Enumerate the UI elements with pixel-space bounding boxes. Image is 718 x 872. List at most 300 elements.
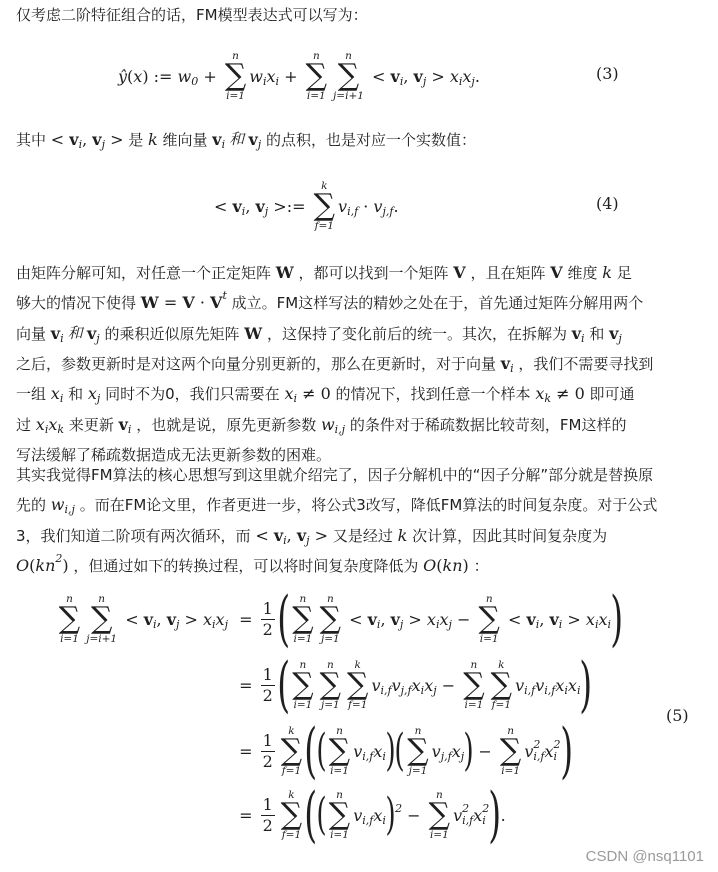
math-operator: ): [462, 555, 469, 575]
math-subscript: i,j: [64, 503, 75, 517]
text-segment: ，都可以找到一个矩阵: [293, 264, 454, 282]
math-variable: x: [473, 805, 483, 825]
math-subscript: i: [275, 74, 280, 88]
sum-upper-limit: k: [354, 658, 361, 671]
text-line: [16, 460, 653, 490]
math-variable: x: [284, 384, 294, 404]
math-subscript: j: [96, 392, 101, 406]
math-operator: (: [436, 555, 443, 575]
math-subscript: j: [175, 617, 180, 631]
text-segment: 的条件对于稀疏数据比较苛刻，FM这样的: [345, 415, 627, 434]
math-subscript: j,f: [440, 749, 452, 763]
sum-upper-limit: k: [498, 658, 505, 671]
math-subscript: i: [262, 74, 267, 88]
sum-upper-limit: n: [345, 49, 352, 62]
big-parenthesis: ): [610, 584, 624, 654]
text-segment: 是: [123, 131, 149, 149]
math-subscript: i: [594, 617, 599, 631]
math-subscript: i: [283, 533, 287, 547]
sigma-symbol: ∑: [428, 797, 451, 832]
sigma-symbol: ∑: [305, 58, 328, 93]
sum-lower-limit: f=1: [348, 699, 368, 711]
math-vector: W: [244, 323, 263, 343]
math-operator: >:=: [268, 196, 311, 216]
sigma-symbol: ∑: [478, 601, 500, 636]
sum-lower-limit: i=1: [330, 765, 349, 777]
math-vector: v: [390, 66, 400, 86]
sum-upper-limit: n: [299, 592, 307, 605]
text-segment: 。而在FM论文里，作者更进一步，将公式3改写，降低FM算法的时间复杂度。对于公式: [74, 496, 658, 515]
math-subscript: i: [607, 617, 612, 631]
math-variable: x: [87, 384, 97, 404]
math-operator: >: [403, 609, 427, 629]
math-operator: >: [105, 130, 124, 149]
math-vector: v: [248, 130, 258, 149]
text-segment: ，这保持了变化前后的统一。其次，在拆解为: [262, 324, 572, 343]
math-operator: >: [426, 66, 450, 86]
text-segment: 维向量: [157, 131, 213, 149]
math-operator: ,: [245, 196, 256, 216]
equation-5-line-4: [234, 780, 506, 850]
math-operator: ,: [403, 66, 414, 86]
sum-lower-limit: i=1: [479, 633, 499, 645]
math-variable: v: [353, 741, 363, 761]
sum-upper-limit: n: [326, 658, 334, 671]
math-operator: >: [562, 609, 586, 629]
math-superscript: 2: [533, 738, 541, 751]
sigma-symbol: ∑: [337, 58, 360, 93]
math-operator: ,: [286, 525, 297, 545]
math-sub-superscript: [462, 803, 473, 827]
fraction-denominator: 2: [262, 685, 273, 705]
math-variable: x: [35, 414, 45, 434]
text-line: [16, 349, 653, 379]
math-variable: x: [202, 609, 213, 629]
fraction-numerator: 1: [262, 598, 273, 618]
math-subscript: j: [224, 617, 228, 631]
equation-number: (4): [596, 194, 619, 213]
sum-lower-limit: i=1: [429, 829, 449, 841]
math-operator: −: [436, 675, 461, 695]
sum-upper-limit: n: [435, 788, 443, 801]
math-variable: O: [16, 555, 30, 575]
text-segment: 和: [63, 385, 88, 404]
summation: [333, 51, 364, 102]
math-operator: ) :=: [142, 66, 178, 86]
intro-text: [16, 0, 368, 30]
text-segment: 和: [584, 324, 610, 343]
sum-upper-limit: n: [66, 592, 73, 605]
math-operator: ,: [539, 609, 550, 629]
sum-lower-limit: f=1: [281, 765, 302, 777]
parenthesis: ): [463, 725, 474, 776]
text-line: [16, 490, 657, 520]
sum-upper-limit: n: [336, 724, 343, 737]
fraction-numerator: 1: [262, 730, 273, 750]
summation: [314, 181, 335, 232]
math-variable: x: [50, 384, 60, 404]
math-subscript: j: [433, 683, 437, 697]
math-vector: v: [500, 353, 511, 373]
math-sub-superscript: [533, 739, 544, 763]
math-variable: v: [391, 675, 401, 695]
big-parenthesis: (: [304, 780, 318, 850]
text-segment: 其实我觉得FM算法的核心思想写到这里就介绍完了，因子分解机中的“因子分解”部分就是替换原: [16, 466, 654, 484]
text-segment: 之后，参数更新时是对这两个向量分别更新的，那么在更新时，对于向量: [16, 354, 501, 373]
sigma-symbol: ∑: [58, 601, 81, 636]
math-subscript: j: [471, 74, 475, 88]
sigma-symbol: ∑: [347, 667, 369, 702]
equation-number: (5): [666, 706, 689, 725]
sum-upper-limit: n: [507, 724, 514, 737]
math-subscript: i: [59, 392, 64, 406]
equation-3: [0, 38, 718, 114]
math-subscript: j: [448, 617, 452, 631]
summation: [225, 51, 246, 102]
text-line: [16, 521, 607, 551]
sum-upper-limit: n: [299, 658, 307, 671]
text-line: [16, 258, 632, 288]
math-operator: =: [234, 609, 258, 629]
math-variable: x: [215, 609, 225, 629]
sum-lower-limit: j=1: [408, 765, 428, 777]
sigma-symbol: ∑: [313, 188, 336, 223]
sum-upper-limit: n: [326, 592, 334, 605]
math-variable: k: [397, 525, 408, 545]
big-parenthesis: (: [304, 716, 318, 786]
parenthesis: ): [385, 725, 396, 776]
fraction-denominator: 2: [262, 751, 273, 771]
math-variable: x: [48, 414, 58, 434]
math-variable: x: [535, 384, 545, 404]
math-subscript: i: [212, 617, 216, 631]
math-operator: ): [62, 555, 69, 575]
text-segment: 够大的情况下使得: [16, 294, 141, 313]
math-subscript: i: [221, 138, 226, 151]
math-operator: (: [127, 66, 134, 86]
math-subscript: i: [44, 422, 49, 436]
text-segment: 过: [16, 415, 36, 434]
math-operator: .: [474, 66, 480, 86]
math-subscript: i: [376, 617, 381, 631]
sigma-symbol: ∑: [292, 667, 314, 702]
math-superscript: 2: [553, 738, 561, 751]
math-vector: v: [296, 525, 307, 545]
big-parenthesis: ): [488, 780, 502, 850]
math-operator: <: [366, 66, 391, 86]
math-subscript: k: [57, 422, 65, 436]
text-segment: 维度: [562, 264, 603, 282]
math-text: 和: [225, 131, 249, 148]
sum-upper-limit: k: [321, 179, 328, 192]
math-vector: v: [86, 323, 97, 343]
fraction: [261, 731, 275, 772]
sum-lower-limit: j=i+1: [86, 633, 118, 645]
summation: [429, 790, 450, 841]
summation: [491, 660, 512, 711]
math-variable: v: [535, 675, 545, 695]
math-vector: v: [232, 196, 242, 216]
math-variable: v: [515, 675, 525, 695]
text-line: [16, 410, 626, 440]
equation-3-body: [118, 38, 480, 114]
parenthesis: (: [394, 725, 405, 776]
math-operator: >: [179, 609, 203, 629]
math-subscript: j: [257, 138, 262, 151]
math-operator: <: [344, 609, 368, 629]
math-vector: V: [453, 263, 466, 282]
sigma-symbol: ∑: [90, 601, 113, 636]
summation: [281, 790, 302, 841]
summation: [281, 726, 302, 777]
math-subscript: j: [264, 204, 269, 218]
math-vector: W: [275, 263, 294, 282]
math-variable: x: [266, 66, 276, 86]
math-subscript: i,f: [380, 683, 392, 697]
text-segment: 足: [611, 264, 632, 282]
sigma-symbol: ∑: [224, 58, 247, 93]
big-parenthesis: ): [579, 650, 593, 720]
summation: [292, 594, 313, 645]
math-vector: v: [69, 130, 79, 149]
sigma-symbol: ∑: [319, 601, 342, 636]
math-operator: .: [393, 196, 399, 216]
text-segment: 次计算，因此其时间复杂度为: [407, 526, 608, 545]
math-vector: v: [367, 609, 377, 629]
math-vector: v: [609, 323, 619, 343]
text-segment: 仅考虑二阶特征组合的话，FM模型表达式可以写为：: [16, 6, 368, 24]
text-line: [16, 379, 635, 409]
math-vector: v: [118, 414, 128, 434]
where-text: [16, 125, 476, 155]
math-variable: v: [524, 741, 534, 761]
math-subscript: j: [618, 331, 622, 345]
math-operator: =: [158, 293, 183, 313]
math-variable: x: [411, 675, 421, 695]
math-subscript: 0: [191, 74, 199, 88]
math-vector: v: [143, 609, 153, 629]
math-subscript: i: [458, 74, 463, 88]
math-variable: k: [148, 130, 158, 149]
sigma-symbol: ∑: [499, 733, 522, 768]
math-operator: ,: [82, 130, 93, 149]
math-variable: x: [555, 675, 565, 695]
sum-lower-limit: f=1: [314, 220, 334, 232]
fraction: [261, 795, 275, 836]
text-line: [16, 319, 622, 349]
summation: [59, 594, 80, 645]
math-variable: v: [431, 741, 441, 761]
summation: [463, 660, 484, 711]
summation: [292, 660, 313, 711]
fraction-denominator: 2: [262, 619, 273, 639]
math-operator: −: [473, 741, 497, 761]
math-operator: =: [234, 675, 258, 695]
math-operator: −: [451, 609, 476, 629]
sum-upper-limit: k: [288, 788, 295, 801]
summation: [86, 594, 117, 645]
math-variable: x: [462, 66, 472, 86]
math-subscript: i: [482, 814, 486, 827]
equation-5-line-3: [234, 716, 573, 786]
summation: [479, 594, 500, 645]
text-segment: 即可通: [584, 385, 635, 404]
summation: [347, 660, 368, 711]
math-variable: v: [353, 805, 363, 825]
equation-4-body: [214, 170, 399, 242]
text-line: [16, 551, 489, 581]
math-subscript: i: [576, 683, 581, 697]
math-variable: x: [451, 741, 461, 761]
big-parenthesis: ): [559, 716, 573, 786]
math-variable: x: [567, 675, 577, 695]
math-operator: ≠ 0: [297, 384, 331, 404]
math-variable: w: [249, 66, 263, 86]
math-vector: v: [390, 609, 400, 629]
math-subscript: i: [535, 617, 540, 631]
sigma-symbol: ∑: [280, 733, 303, 768]
math-subscript: i: [78, 138, 83, 151]
math-subscript: j: [96, 331, 100, 345]
math-subscript: j,f: [400, 683, 412, 697]
equation-5-line-2: [234, 650, 593, 720]
math-variable: v: [373, 196, 383, 216]
math-variable: w: [50, 495, 65, 515]
text-line: [16, 288, 643, 318]
equation-5-lhs: [56, 588, 228, 650]
fraction-denominator: 2: [262, 815, 273, 835]
equation-4: [0, 170, 718, 242]
math-variable: v: [338, 196, 348, 216]
fraction: [261, 599, 275, 640]
text-segment: 3，我们知道二阶项有两次循环，而: [16, 526, 256, 545]
math-subscript: i: [558, 617, 563, 631]
text-segment: 来更新: [64, 415, 119, 434]
math-operator: ≠ 0: [551, 384, 585, 404]
math-operator: .: [500, 805, 506, 825]
math-subscript: i: [293, 392, 297, 406]
math-operator: =: [234, 805, 258, 825]
math-variable: x: [598, 609, 608, 629]
math-operator: ,: [156, 609, 167, 629]
sum-lower-limit: i=1: [293, 699, 313, 711]
fraction-numerator: 1: [262, 664, 273, 684]
summation: [500, 726, 521, 777]
math-subscript: j,f: [382, 204, 394, 218]
math-operator: +: [279, 66, 303, 86]
sum-lower-limit: f=1: [281, 829, 302, 841]
math-vector: v: [212, 130, 222, 149]
sigma-symbol: ∑: [280, 797, 303, 832]
sum-lower-limit: i=1: [60, 633, 79, 645]
sigma-symbol: ∑: [292, 601, 314, 636]
sum-lower-limit: i=1: [226, 90, 245, 102]
text-segment: 又是经过: [328, 526, 398, 545]
math-subscript: i,f: [362, 813, 374, 827]
sum-upper-limit: n: [336, 788, 343, 801]
math-operator: (: [29, 555, 36, 575]
math-subscript: i: [399, 74, 404, 88]
math-text: 和: [63, 324, 87, 342]
text-segment: 向量: [16, 324, 51, 343]
sum-lower-limit: i=1: [501, 765, 521, 777]
math-operator: <: [50, 130, 70, 149]
math-subscript: j: [460, 749, 465, 763]
sum-upper-limit: n: [312, 49, 320, 62]
math-vector: v: [50, 323, 61, 343]
text-segment: ：: [468, 556, 489, 575]
math-vector: v: [255, 196, 265, 216]
parenthesis: (: [316, 789, 327, 840]
math-subscript: i: [564, 683, 568, 697]
math-operator: <: [214, 196, 233, 216]
math-operator: <: [502, 609, 527, 629]
math-subscript: i: [241, 204, 246, 218]
math-variable: O: [423, 555, 437, 575]
math-variable: x: [133, 66, 143, 86]
math-vector: V: [182, 293, 195, 313]
math-superscript: 2: [395, 801, 403, 815]
math-variable: kn: [442, 555, 463, 575]
math-subscript: i: [382, 813, 386, 827]
parenthesis: (: [316, 725, 327, 776]
text-segment: 一组: [16, 385, 51, 404]
math-variable: x: [449, 66, 459, 86]
text-segment: 写法缓解了稀疏数据造成无法更新参数的困难。: [16, 445, 332, 464]
text-segment: ，且在矩阵: [465, 264, 551, 282]
math-operator: <: [255, 525, 274, 545]
paragraph-1: [0, 258, 718, 468]
summation: [407, 726, 428, 777]
sum-upper-limit: n: [232, 49, 239, 62]
sum-lower-limit: j=i+1: [333, 90, 364, 102]
sum-upper-limit: n: [485, 592, 493, 605]
math-subscript: i,j: [334, 422, 346, 436]
math-variable: ŷ: [118, 66, 128, 86]
math-subscript: j: [399, 617, 404, 631]
math-operator: −: [402, 805, 426, 825]
math-operator: >: [309, 525, 329, 545]
fraction-numerator: 1: [262, 794, 273, 814]
sum-upper-limit: n: [470, 658, 478, 671]
math-operator: ·: [194, 293, 211, 313]
math-subscript: i,f: [533, 750, 545, 763]
math-superscript: 2: [55, 551, 63, 565]
sum-lower-limit: j=1: [320, 633, 340, 645]
math-subscript: i: [127, 422, 132, 436]
math-variable: v: [453, 805, 463, 825]
math-subscript: i,f: [462, 814, 474, 827]
text-segment: 先的: [16, 496, 51, 515]
math-variable: x: [373, 805, 383, 825]
sum-lower-limit: i=1: [306, 90, 326, 102]
summation: [329, 790, 350, 841]
math-vector: v: [166, 609, 176, 629]
summation: [306, 51, 327, 102]
math-vector: v: [549, 609, 559, 629]
sum-upper-limit: n: [98, 592, 106, 605]
sum-lower-limit: i=1: [330, 829, 349, 841]
sum-lower-limit: f=1: [491, 699, 512, 711]
big-parenthesis: (: [277, 650, 290, 720]
math-subscript: j: [422, 74, 427, 88]
math-operator: ·: [358, 196, 374, 216]
math-subscript: j: [306, 533, 310, 547]
sum-lower-limit: i=1: [293, 633, 313, 645]
math-subscript: i: [581, 331, 585, 345]
math-subscript: i: [435, 617, 440, 631]
big-parenthesis: (: [277, 584, 290, 654]
